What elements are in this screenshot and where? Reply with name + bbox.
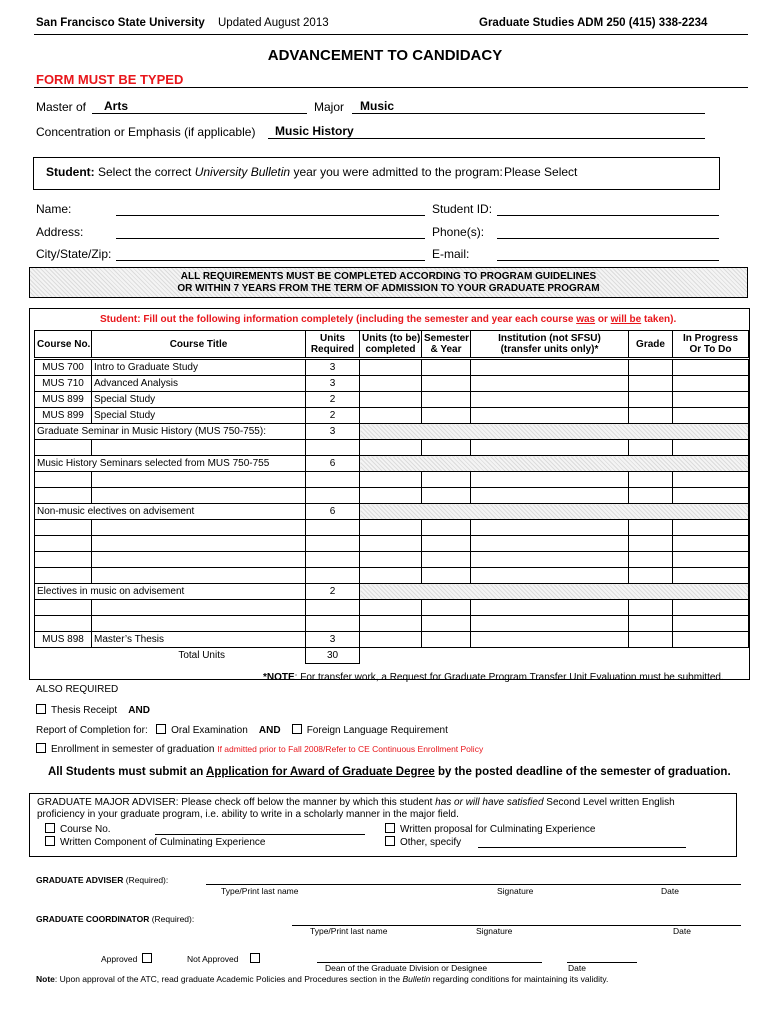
dean-date-caption: Date — [568, 963, 586, 973]
name-field[interactable] — [116, 215, 425, 216]
table-row — [35, 440, 749, 456]
university-name: San Francisco State University — [36, 17, 205, 29]
address-label: Address: — [36, 225, 84, 239]
foreign-language-checkbox[interactable] — [292, 724, 302, 734]
enrollment-item: Enrollment in semester of graduation If admitted prior to Fall 2008/Refer to CE Continuous Enrollment Policy — [36, 743, 483, 755]
bulletin-year-select[interactable]: Please Select — [504, 165, 578, 179]
bulletin-prompt: Student: Select the correct University Bulletin year you were admitted to the program: — [46, 165, 503, 179]
approved-checkbox[interactable] — [142, 953, 152, 963]
email-field[interactable] — [497, 260, 719, 261]
concentration-line — [268, 138, 705, 139]
adviser-signature-caption: Signature — [497, 886, 534, 896]
header-progress: In Progress Or To Do — [673, 331, 749, 359]
table-row: MUS 899 Special Study 2 — [35, 392, 749, 408]
adviser-signature-line[interactable] — [206, 884, 741, 885]
table-row: MUS 700 Intro to Graduate Study 3 — [35, 359, 749, 376]
form-title: ADVANCEMENT TO CANDIDACY — [267, 47, 503, 64]
nonmusic-row: Non-music electives on advisement 6 — [35, 504, 749, 520]
table-row — [35, 488, 749, 504]
table-row — [35, 520, 749, 536]
master-of-line — [92, 113, 307, 114]
header-semester: Semester & Year — [422, 331, 471, 359]
electives-row: Electives in music on advisement 2 — [35, 584, 749, 600]
seminar-row: Graduate Seminar in Music History (MUS 750-755): 3 — [35, 424, 749, 440]
table-row — [35, 616, 749, 632]
thesis-receipt-checkbox[interactable] — [36, 704, 46, 714]
also-required-heading: ALSO REQUIRED — [36, 684, 119, 695]
table-row — [35, 536, 749, 552]
enrollment-checkbox[interactable] — [36, 743, 46, 753]
address-field[interactable] — [116, 238, 425, 239]
other-specify-line[interactable] — [478, 847, 686, 848]
master-of-value[interactable]: Arts — [104, 99, 129, 113]
header-institution: Institution (not SFSU) (transfer units only)* — [471, 331, 629, 359]
transfer-note: *NOTE: For transfer work, a Request for Graduate Program Transfer Unit Evaluation must be submitted. — [263, 672, 724, 683]
table-row: MUS 899 Special Study 2 — [35, 408, 749, 424]
city-field[interactable] — [116, 260, 425, 261]
major-line — [352, 113, 705, 114]
header-rule — [34, 34, 748, 35]
phone-field[interactable] — [497, 238, 719, 239]
adviser-instructions: GRADUATE MAJOR ADVISER: Please check off below the manner by which this student has or will have satisfied Second Level written English proficiency in your graduate program, i.e. ability to write in a scholarly manner in the major field. — [37, 797, 675, 820]
course-no-option: Course No. — [45, 823, 111, 835]
header-units-completed: Units (to be) completed — [360, 331, 422, 359]
course-no-line[interactable] — [155, 834, 365, 835]
requirements-banner: ALL REQUIREMENTS MUST BE COMPLETED ACCORDING TO PROGRAM GUIDELINES OR WITHIN 7 YEARS FROM THE TERM OF ADMISSION TO YOUR GRADUATE PROGRAM — [29, 267, 748, 298]
coordinator-name-caption: Type/Print last name — [310, 926, 388, 936]
written-proposal-checkbox[interactable] — [385, 823, 395, 833]
not-approved-checkbox[interactable] — [250, 953, 260, 963]
adviser-date-caption: Date — [661, 886, 679, 896]
award-application-link[interactable]: Application for Award of Graduate Degree — [206, 766, 435, 778]
written-proposal-option: Written proposal for Culminating Experience — [385, 823, 595, 835]
header-course-title: Course Title — [92, 331, 306, 359]
thesis-receipt-item: Thesis Receipt AND — [36, 704, 150, 716]
header-units-required: Units Required — [306, 331, 360, 359]
header-grade: Grade — [629, 331, 673, 359]
graduate-adviser-label: GRADUATE ADVISER (Required): — [36, 875, 169, 885]
other-option: Other, specify — [385, 836, 461, 848]
concentration-label: Concentration or Emphasis (if applicable) — [36, 125, 256, 139]
city-label: City/State/Zip: — [36, 247, 112, 261]
award-application-notice: All Students must submit an Application for Award of Graduate Degree by the posted deadline of the semester of graduation. — [48, 766, 731, 778]
approved-option: Approved — [101, 953, 157, 964]
name-label: Name: — [36, 202, 72, 216]
thesis-row: MUS 898 Master’s Thesis 3 — [35, 632, 749, 648]
other-checkbox[interactable] — [385, 836, 395, 846]
concentration-value[interactable]: Music History — [275, 124, 354, 138]
report-of-completion: Report of Completion for: Oral Examination AND Foreign Language Requirement — [36, 725, 448, 736]
footer-note: Note: Upon approval of the ATC, read graduate Academic Policies and Procedures section in the Bulletin regarding conditions for maintaining its validity. — [36, 974, 609, 984]
updated-date: Updated August 2013 — [218, 17, 329, 29]
must-type-warning: FORM MUST BE TYPED — [36, 72, 184, 87]
coordinator-date-caption: Date — [673, 926, 691, 936]
master-of-label: Master of — [36, 100, 87, 114]
header-course-no: Course No. — [35, 331, 92, 359]
office-contact: Graduate Studies ADM 250 (415) 338-2234 — [479, 17, 708, 29]
email-label: E-mail: — [432, 247, 470, 261]
dean-caption: Dean of the Graduate Division or Designee — [325, 963, 488, 973]
section-rule — [34, 87, 748, 88]
history-seminars-row: Music History Seminars selected from MUS 750-755 6 — [35, 456, 749, 472]
adviser-name-caption: Type/Print last name — [221, 886, 299, 896]
phone-label: Phone(s): — [432, 225, 485, 239]
table-row — [35, 472, 749, 488]
student-id-label: Student ID: — [432, 202, 493, 216]
graduate-coordinator-label: GRADUATE COORDINATOR (Required): — [36, 914, 195, 924]
table-header-row — [35, 331, 749, 359]
major-label: Major — [314, 100, 345, 114]
table-row — [35, 600, 749, 616]
table-row: MUS 710 Advanced Analysis 3 — [35, 376, 749, 392]
written-component-option: Written Component of Culminating Experience — [45, 836, 265, 848]
table-row — [35, 552, 749, 568]
coordinator-signature-caption: Signature — [476, 926, 513, 936]
course-no-checkbox[interactable] — [45, 823, 55, 833]
table-row — [35, 568, 749, 584]
total-row: Total Units 30 — [35, 648, 749, 664]
major-value[interactable]: Music — [360, 99, 395, 113]
oral-exam-checkbox[interactable] — [156, 724, 166, 734]
written-component-checkbox[interactable] — [45, 836, 55, 846]
student-id-field[interactable] — [497, 215, 719, 216]
course-table — [34, 330, 749, 664]
not-approved-option: Not Approved — [187, 953, 265, 964]
table-instructions: Student: Fill out the following information completely (including the semester and year each course was or will be taken). — [100, 314, 677, 325]
